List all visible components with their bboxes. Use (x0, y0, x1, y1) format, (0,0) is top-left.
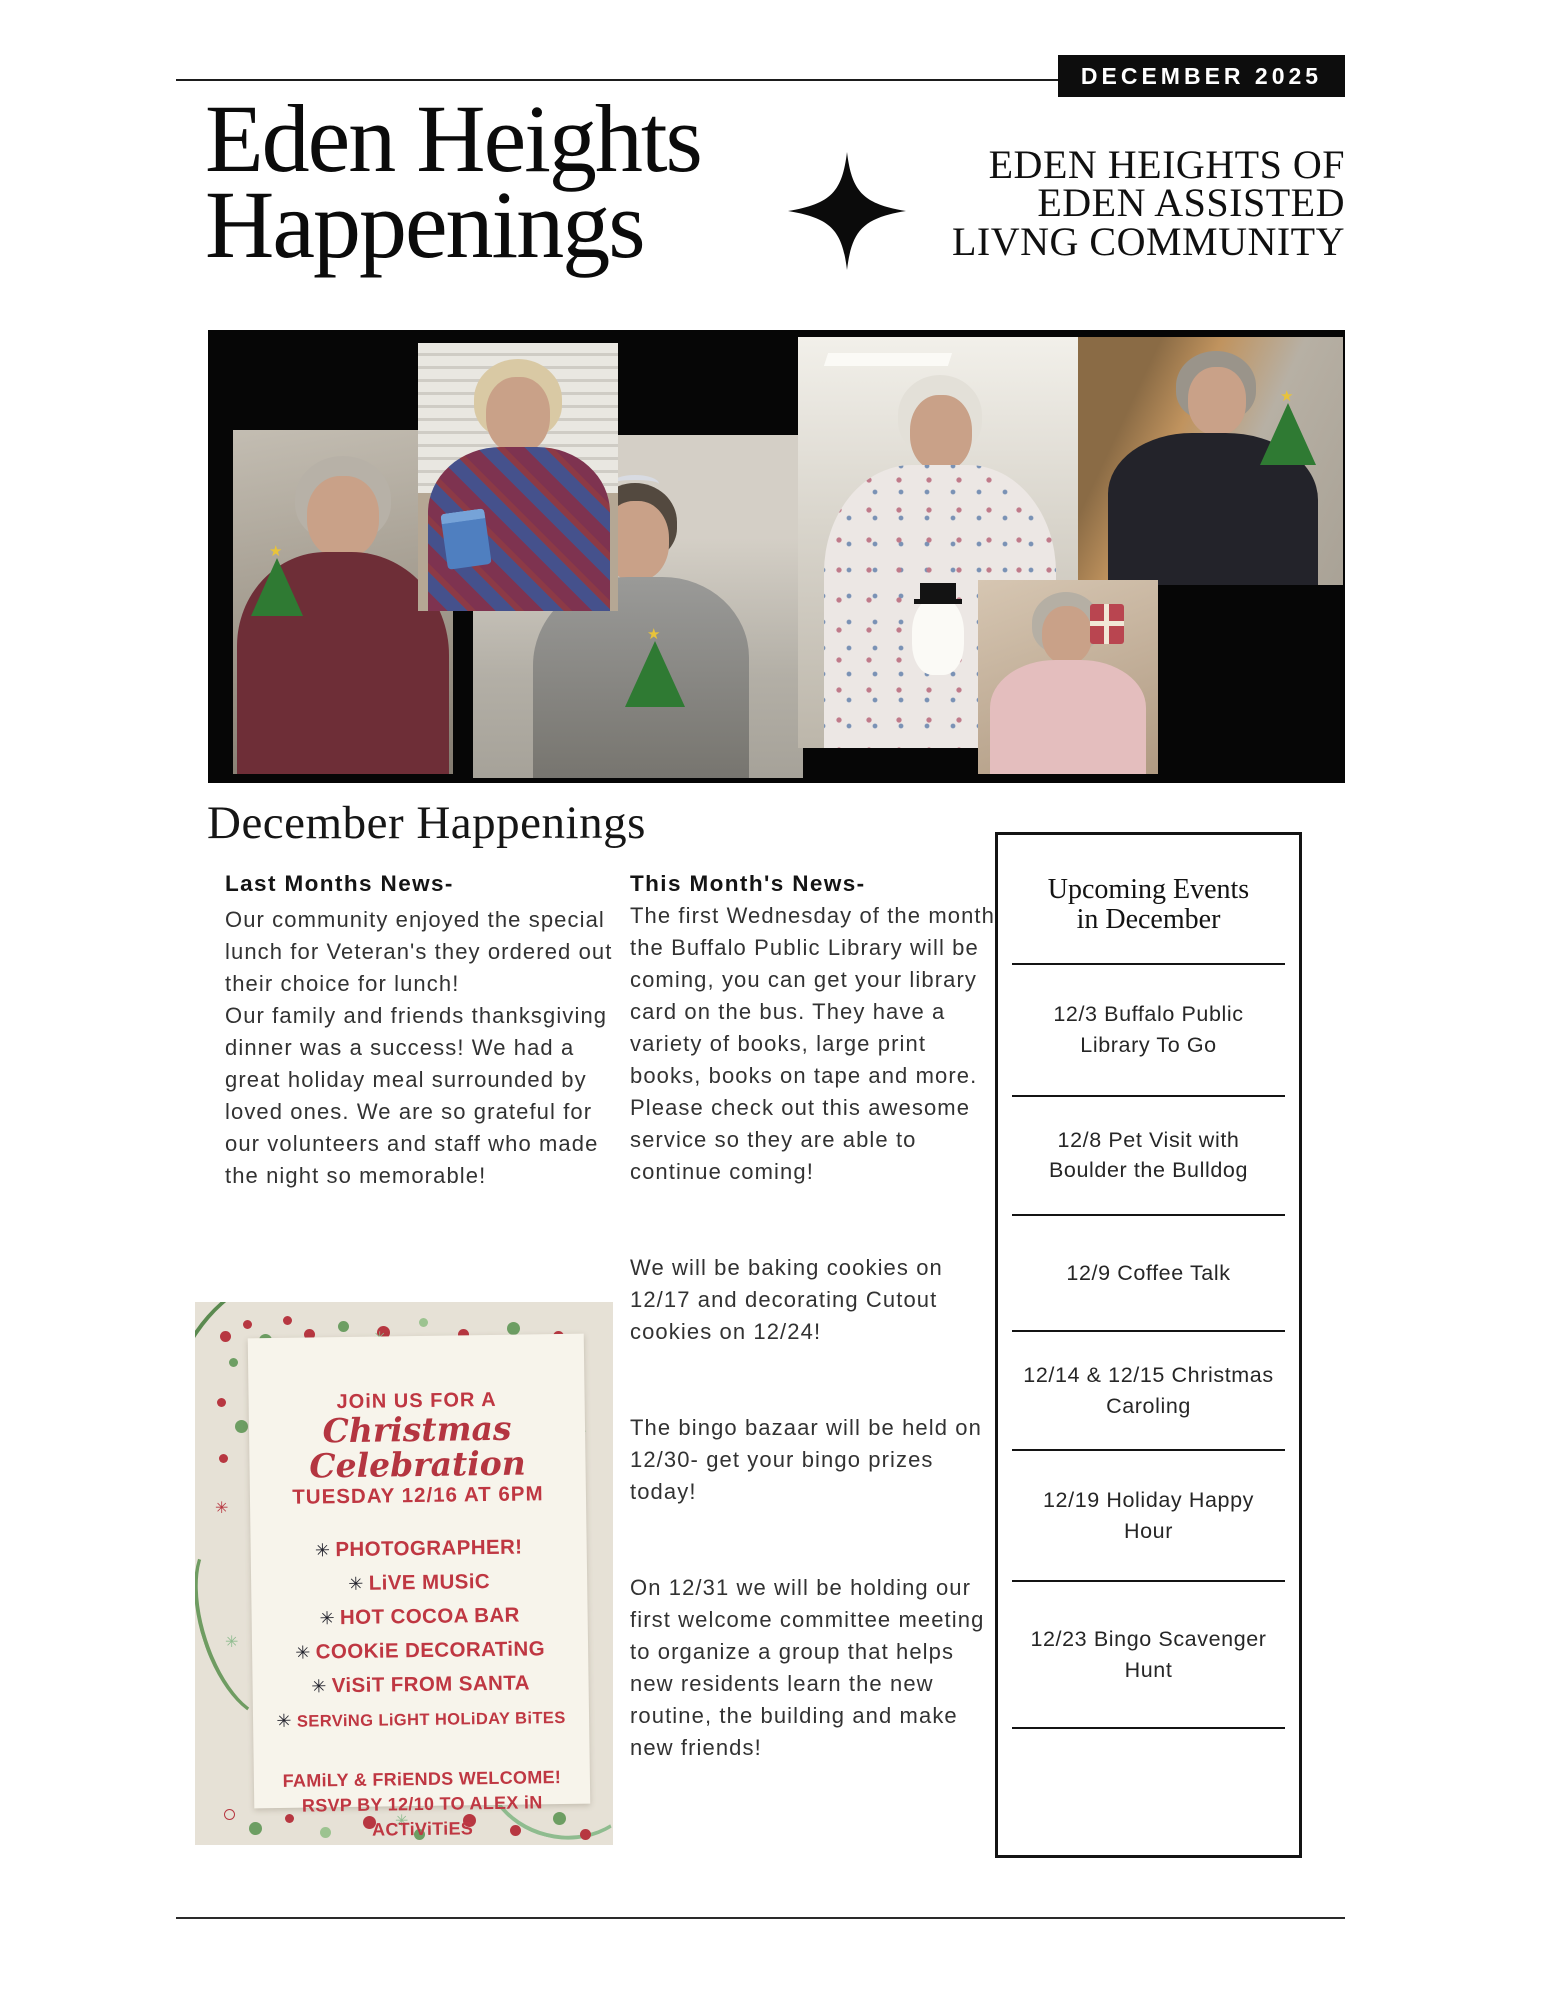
snowflake-bullet-icon: ✳ (295, 1642, 311, 1664)
flyer-feature-label: HOT COCOA BAR (339, 1603, 520, 1630)
flyer-invite-line: JOiN US FOR A (336, 1388, 497, 1414)
this-month-heading: This Month's News- (630, 871, 866, 896)
flyer-feature-item (251, 1564, 587, 1603)
divider (1012, 963, 1285, 965)
photo-resident-black-shirt (1078, 337, 1343, 585)
divider (1012, 1449, 1285, 1451)
sparkle-decoration-icon (215, 1498, 231, 1514)
last-month-heading: Last Months News- (225, 871, 454, 896)
snowflake-bullet-icon: ✳ (348, 1574, 364, 1595)
flyer-feature-label: COOKiE DECORATiNG (315, 1637, 546, 1664)
flyer-script-title: Christmas Celebration (309, 1408, 526, 1486)
this-month-paragraph-4: On 12/31 we will be holding our first welcome committee meeting to organize a group that helps new residents learn the new routine, the building and make new friends! (630, 1575, 985, 1760)
events-title-line1: Upcoming Events (1047, 874, 1250, 905)
upcoming-events-box (995, 832, 1302, 1858)
snowflake-bullet-icon: ✳ (319, 1608, 336, 1629)
last-month-paragraph-1: Our community enjoyed the special lunch for Veteran's they ordered out their choice for lunch! (225, 907, 613, 996)
berry-cluster-decoration (209, 1314, 218, 1323)
event-item: 12/23 Bingo Scavenger Hunt (1030, 1627, 1267, 1682)
snowflake-bullet-icon: ✳ (276, 1711, 293, 1732)
flyer-footer-line1: FAMiLY & FRiENDS WELCOME! (282, 1767, 562, 1792)
flyer-card (248, 1334, 591, 1840)
snowman-craft-icon (912, 597, 964, 675)
newsletter-title (205, 85, 701, 279)
snowflake-bullet-icon: ✳ (314, 1540, 331, 1561)
divider (1012, 1727, 1285, 1729)
flyer-feature-item (253, 1700, 589, 1740)
flyer-date-line: TUESDAY 12/16 AT 6PM (292, 1482, 544, 1510)
last-month-news-column (225, 868, 617, 1192)
flyer-footer-line2: RSVP BY 12/10 TO ALEX iN (301, 1792, 543, 1816)
organization-name-line3: LIVNG COMMUNITY (951, 218, 1345, 264)
divider (1012, 1214, 1285, 1216)
newsletter-title-line1: Eden Heights (205, 85, 701, 192)
flyer-feature-list (250, 1530, 589, 1740)
event-item: 12/14 & 12/15 Christmas Caroling (1023, 1363, 1274, 1418)
sparkle-decoration-icon (225, 1632, 241, 1648)
divider (1012, 1580, 1285, 1582)
issue-date-badge (1058, 55, 1345, 97)
events-title (998, 875, 1299, 935)
flyer-feature-label: SERViNG LiGHT HOLiDAY BiTES (296, 1709, 566, 1731)
holiday-card-craft-icon (440, 508, 491, 570)
gift-craft-icon (1090, 604, 1124, 644)
organization-name-line1: EDEN HEIGHTS OF (988, 142, 1345, 187)
christmas-celebration-flyer (195, 1302, 613, 1845)
christmas-tree-craft-icon: ★ (1260, 403, 1316, 465)
flyer-feature-item (251, 1598, 587, 1637)
issue-date-label: DECEMBER 2025 (1080, 62, 1323, 89)
this-month-paragraph-3: The bingo bazaar will be held on 12/30- get your bingo prizes today! (630, 1415, 982, 1504)
snowflake-bullet-icon: ✳ (311, 1676, 327, 1697)
divider (1012, 1095, 1285, 1097)
event-item: 12/8 Pet Visit with Boulder the Bulldog (1048, 1127, 1249, 1183)
events-title-line2: in December (1076, 904, 1221, 936)
last-month-paragraph-2: Our family and friends thanksgiving dinner was a success! We had a great holiday meal surrounded by loved ones. We are so grateful for our volunteers and staff who made the night so memorable! (225, 1003, 608, 1188)
berry-cluster-decoration (225, 1810, 234, 1819)
flyer-feature-item (252, 1666, 588, 1705)
flyer-feature-item (252, 1632, 588, 1671)
divider (1012, 1330, 1285, 1332)
header-rule (176, 79, 1058, 81)
ceiling-light (824, 353, 952, 366)
flyer-feature-label: PHOTOGRAPHER! (335, 1535, 523, 1562)
photo-resident-pink-sweater (978, 580, 1158, 774)
flyer-feature-label: LiVE MUSiC (368, 1570, 491, 1595)
this-month-news-column (630, 868, 998, 1764)
organization-name (705, 142, 1345, 264)
flyer-feature-label: ViSiT FROM SANTA (331, 1671, 531, 1698)
flyer-footer (254, 1765, 591, 1845)
section-title: December Happenings (207, 797, 646, 849)
newsletter-title-line2: Happenings (205, 171, 644, 279)
event-item: 12/19 Holiday Happy Hour (1043, 1488, 1254, 1543)
flyer-feature-item (250, 1530, 586, 1569)
event-item: 12/3 Buffalo Public Library To Go (1053, 1002, 1244, 1057)
christmas-tree-craft-icon: ★ (625, 641, 685, 707)
this-month-paragraph-1: The first Wednesday of the month the Buffalo Public Library will be coming, you can get your library card on the bus. They have a variety of books, large print books, books on tape and more. Please check out this awesome service so they are able to continue coming! (630, 903, 995, 1184)
event-item: 12/9 Coffee Talk (1066, 1260, 1231, 1285)
christmas-tree-craft-icon: ★ (251, 558, 303, 616)
organization-name-line2: EDEN ASSISTED (1037, 180, 1345, 226)
photo-collage (208, 330, 1345, 783)
flyer-footer-line3: ACTiViTiES (371, 1818, 474, 1840)
photo-resident-plaid-shirt (418, 343, 618, 611)
footer-rule (176, 1917, 1345, 1919)
this-month-paragraph-2: We will be baking cookies on 12/17 and decorating Cutout cookies on 12/24! (630, 1255, 943, 1344)
